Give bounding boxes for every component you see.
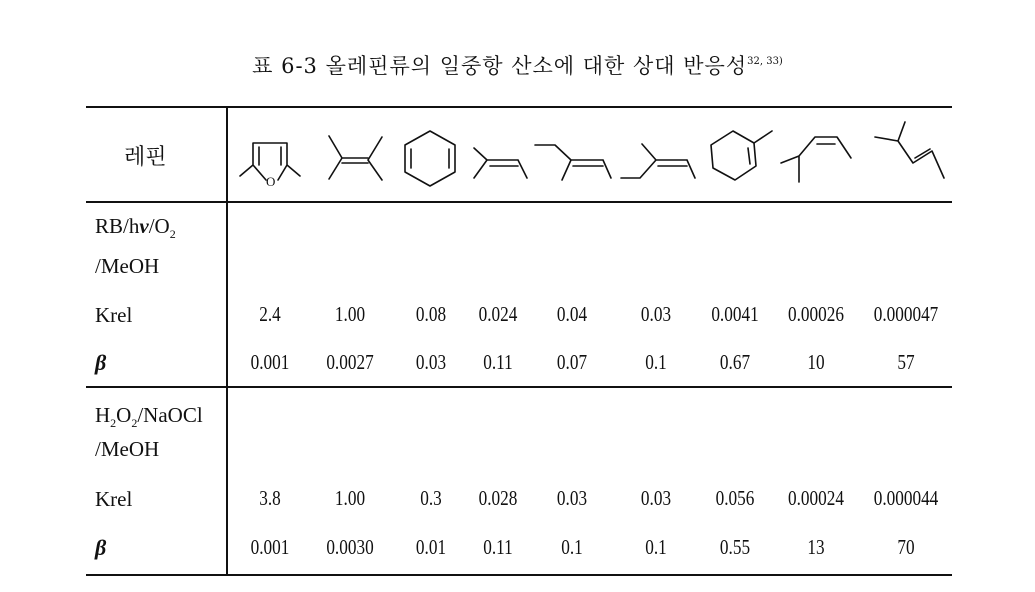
- cyclohexadiene-structure: [405, 131, 455, 186]
- condition-1-line-2: /MeOH: [95, 254, 160, 278]
- condition-2-line-2: /MeOH: [95, 437, 160, 461]
- cis-alkene-structure-2: [875, 122, 944, 178]
- krel-value: 0.024: [478, 302, 518, 326]
- krel-label-2: Krel: [95, 487, 133, 511]
- krel-value: 0.08: [415, 302, 447, 326]
- section-rule: [86, 386, 952, 388]
- reference-markers: 32, 33): [747, 56, 783, 67]
- krel-value: 0.000047: [873, 302, 939, 326]
- krel-value: 1.00: [334, 302, 366, 326]
- beta-value: 0.001: [250, 350, 290, 374]
- krel-value: 0.3: [420, 486, 442, 510]
- krel-value: 0.03: [556, 486, 588, 510]
- beta-value: 0.55: [719, 535, 751, 559]
- furan-oxygen-label: O: [266, 174, 276, 189]
- beta-value: 0.0027: [326, 350, 374, 374]
- condition-1-text-a: RB/h: [95, 214, 140, 238]
- condition-2-sub-1: 2: [110, 416, 117, 431]
- condition-2-text-a: H: [95, 403, 111, 427]
- condition-2-text-b: O: [116, 403, 132, 427]
- beta-value: 13: [807, 535, 825, 559]
- beta-value: 0.001: [250, 535, 290, 559]
- beta-value: 0.1: [645, 350, 667, 374]
- furan-structure: [240, 143, 300, 189]
- trisubstituted-alkene-structure-1: [474, 148, 527, 178]
- condition-2-text-c: /NaOCl: [137, 403, 203, 427]
- krel-value: 0.0041: [711, 302, 759, 326]
- trisubstituted-alkene-structure-3: [621, 144, 695, 178]
- condition-1-line-1: [95, 214, 176, 242]
- beta-value: 0.1: [561, 535, 583, 559]
- tetramethylethylene-structure: [329, 136, 382, 180]
- olefin-structures: [0, 0, 1035, 210]
- krel-label-1: Krel: [95, 303, 133, 327]
- krel-value: 2.4: [259, 302, 281, 326]
- beta-value: 0.01: [415, 535, 447, 559]
- header-label: 레핀: [124, 145, 167, 170]
- beta-value: 0.11: [483, 535, 513, 559]
- beta-label-1: β: [95, 350, 107, 375]
- krel-value: 0.000044: [873, 486, 939, 510]
- condition-1-text-c: /O: [148, 214, 170, 238]
- krel-value: 1.00: [334, 486, 366, 510]
- cis-alkene-structure-1: [781, 137, 851, 182]
- beta-value: 0.03: [415, 350, 447, 374]
- beta-value: 0.07: [556, 350, 588, 374]
- krel-value: 3.8: [259, 486, 281, 510]
- beta-value: 57: [897, 350, 915, 374]
- condition-2-line-1: [95, 403, 203, 431]
- beta-value: 0.1: [645, 535, 667, 559]
- krel-value: 0.00024: [788, 486, 844, 510]
- krel-value: 0.03: [640, 486, 672, 510]
- beta-value: 0.67: [719, 350, 751, 374]
- beta-value: 0.11: [483, 350, 513, 374]
- beta-label-2: β: [95, 535, 107, 560]
- krel-value: 0.056: [715, 486, 755, 510]
- krel-value: 0.028: [478, 486, 518, 510]
- beta-value: 70: [897, 535, 915, 559]
- krel-value: 0.03: [640, 302, 672, 326]
- krel-value: 0.04: [556, 302, 588, 326]
- condition-1-nu: ν: [139, 214, 149, 238]
- beta-value: 10: [807, 350, 825, 374]
- beta-value: 0.0030: [326, 535, 374, 559]
- methylcyclohexene-structure: [711, 131, 772, 180]
- condition-2-sub-2: 2: [131, 416, 138, 431]
- condition-1-sub: 2: [169, 227, 176, 242]
- krel-value: 0.00026: [788, 302, 844, 326]
- bottom-rule: [86, 574, 952, 576]
- table-title-text: 표 6-3 올레핀류의 일중항 산소에 대한 상대 반응성: [252, 54, 748, 78]
- trisubstituted-alkene-structure-2: [535, 145, 611, 180]
